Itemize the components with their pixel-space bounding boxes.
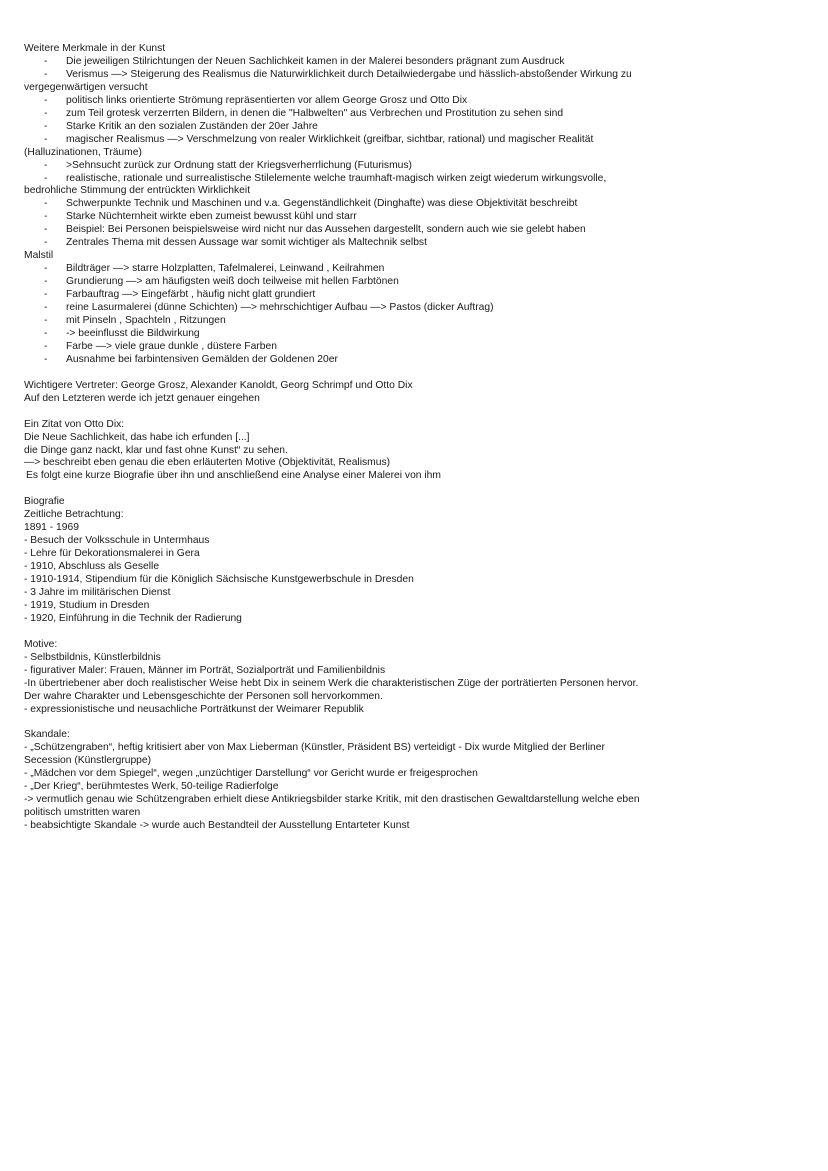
list-item: - Farbauftrag —> Eingefärbt , häufig nicht glatt grundiert (44, 289, 316, 301)
list-item: - Besuch der Volksschule in Untermhaus (24, 535, 210, 547)
list-item: - Starke Nüchternheit wirkte eben zumeist bewusst kühl und starr (44, 211, 357, 223)
spacer (24, 483, 804, 496)
list-item: politisch umstritten waren (24, 807, 141, 819)
section-heading-merkmale: Weitere Merkmale in der Kunst (24, 43, 166, 54)
list-item: - politisch links orientierte Strömung repräsentierten vor allem George Grosz und Otto Dix (44, 94, 468, 106)
list-item: - Beispiel: Bei Personen beispielsweise wird nicht nur das Aussehen dargestellt, sondern auch wie sie gelebt haben (44, 224, 586, 236)
spacer (24, 626, 804, 639)
spacer (24, 367, 804, 380)
vertreter-line: Auf den Letzteren werde ich jetzt genauer eingehen (24, 392, 260, 404)
list-item: - 1910, Abschluss als Geselle (24, 561, 160, 573)
list-item: - zum Teil grotesk verzerrten Bildern, in denen die "Halbwelten" aus Verbrechen und Prostitution zu sehen sind (44, 107, 564, 119)
section-heading-motive: Motive: (24, 638, 58, 650)
vertreter-line: Wichtigere Vertreter: George Grosz, Alexander Kanoldt, Georg Schrimpf und Otto Dix (24, 379, 413, 391)
zitat-line: Die Neue Sachlichkeit, das habe ich erfunden [...] (24, 431, 250, 443)
zitat-line: die Dinge ganz nackt, klar und fast ohne Kunst“ zu sehen. (24, 444, 288, 456)
zitat-line: Es folgt eine kurze Biografie über ihn und anschließend eine Analyse einer Malerei von ihm (26, 470, 441, 482)
list-item: - -> beeinflusst die Bildwirkung (44, 327, 200, 339)
zitat-intro: Ein Zitat von Otto Dix: (24, 418, 125, 430)
biografie-subheading: Zeitliche Betrachtung: (24, 509, 124, 521)
list-item: - Farbe —> viele graue dunkle , düstere Farben (44, 340, 277, 352)
list-item: - figurativer Maler: Frauen, Männer im Porträt, Sozialporträt und Familienbildnis (24, 664, 386, 676)
biografie-years: 1891 - 1969 (24, 522, 79, 534)
list-item: - Lehre für Dekorationsmalerei in Gera (24, 548, 200, 560)
section-heading-skandale: Skandale: (24, 729, 70, 741)
list-item: - Die jeweiligen Stilrichtungen der Neuen Sachlichkeit kamen in der Malerei besonders prägnant zum Ausdruck (44, 55, 565, 67)
list-item: - 1919, Studium in Dresden (24, 599, 150, 611)
list-item: - Selbstbildnis, Künstlerbildnis (24, 651, 161, 663)
list-item: -In übertriebener aber doch realistischer Weise hebt Dix in seinem Werk die charakteristischen Züge der porträtierten Personen hervor. (24, 677, 639, 689)
list-item-continuation: vergegenwärtigen versucht (24, 81, 148, 93)
zitat-line: —> beschreibt eben genau die eben erläuterten Motive (Objektivität, Realismus) (24, 457, 391, 469)
list-item: - Starke Kritik an den sozialen Zuständen der 20er Jahre (44, 120, 318, 132)
list-item: - magischer Realismus —> Verschmelzung von realer Wirklichkeit (greifbar, sichtbar, rational) und magischer Realität (44, 133, 594, 145)
list-item: - Zentrales Thema mit dessen Aussage war somit wichtiger als Maltechnik selbst (44, 237, 427, 249)
list-item: - Bildträger —> starre Holzplatten, Tafelmalerei, Leinwand , Keilrahmen (44, 263, 385, 275)
list-item: - 3 Jahre im militärischen Dienst (24, 586, 171, 598)
list-item: - realistische, rationale und surrealistische Stilelemente welche traumhaft-magisch wirken zeigt wiederum wirkungsvolle, (44, 172, 607, 184)
list-item: -> vermutlich genau wie Schützengraben erhielt diese Antikriegsbilder starke Kritik, mit den drastischen Gewaltdarstellung welche eben (24, 794, 640, 806)
list-item: - mit Pinseln , Spachteln , Ritzungen (44, 315, 226, 327)
list-item-continuation: bedrohliche Stimmung der entrückten Wirklichkeit (24, 185, 251, 197)
list-item: - expressionistische und neusachliche Porträtkunst der Weimarer Republik (24, 703, 364, 715)
list-item: - Grundierung —> am häufigsten weiß doch teilweise mit hellen Farbtönen (44, 276, 399, 288)
section-heading-biografie: Biografie (24, 496, 65, 508)
list-item-continuation: (Halluzinationen, Träume) (24, 146, 142, 158)
list-item: - 1910-1914, Stipendium für die Königlich Sächsische Kunstgewerbschule in Dresden (24, 574, 414, 586)
list-item: - Verismus —> Steigerung des Realismus die Naturwirklichkeit durch Detailwiedergabe und hässlich-abstoßender Wirkung zu (44, 68, 632, 80)
spacer (24, 717, 804, 730)
list-item: - beabsichtigte Skandale -> wurde auch Bestandteil der Ausstellung Entarteter Kunst (24, 820, 410, 832)
list-item: Secession (Künstlergruppe) (24, 755, 152, 767)
spacer (24, 406, 804, 419)
list-item: - Ausnahme bei farbintensiven Gemälden der Goldenen 20er (44, 353, 338, 365)
list-item: - 1920, Einführung in die Technik der Radierung (24, 612, 242, 624)
list-item: - >Sehnsucht zurück zur Ordnung statt der Kriegsverherrlichung (Futurismus) (44, 159, 412, 171)
list-item: Der wahre Charakter und Lebensgeschichte der Personen soll hervorkommen. (24, 690, 383, 702)
list-item: - „Schützengraben“, heftig kritisiert aber von Max Lieberman (Künstler, Präsident BS) verteidigt - Dix wurde Mitglied der Berliner (24, 742, 605, 754)
list-item: - Schwerpunkte Technik und Maschinen und v.a. Gegenständlichkeit (Dinghafte) was diese Objektivität beschreibt (44, 198, 578, 210)
list-item: - reine Lasurmalerei (dünne Schichten) —> mehrschichtiger Aufbau —> Pastos (dicker Auftrag) (44, 302, 494, 314)
list-item: - „Mädchen vor dem Spiegel“, wegen „unzüchtiger Darstellung“ vor Gericht wurde er freigesprochen (24, 768, 478, 780)
list-item: - „Der Krieg“, berühmtestes Werk, 50-teilige Radierfolge (24, 781, 279, 793)
section-heading-malstil: Malstil (24, 250, 54, 262)
